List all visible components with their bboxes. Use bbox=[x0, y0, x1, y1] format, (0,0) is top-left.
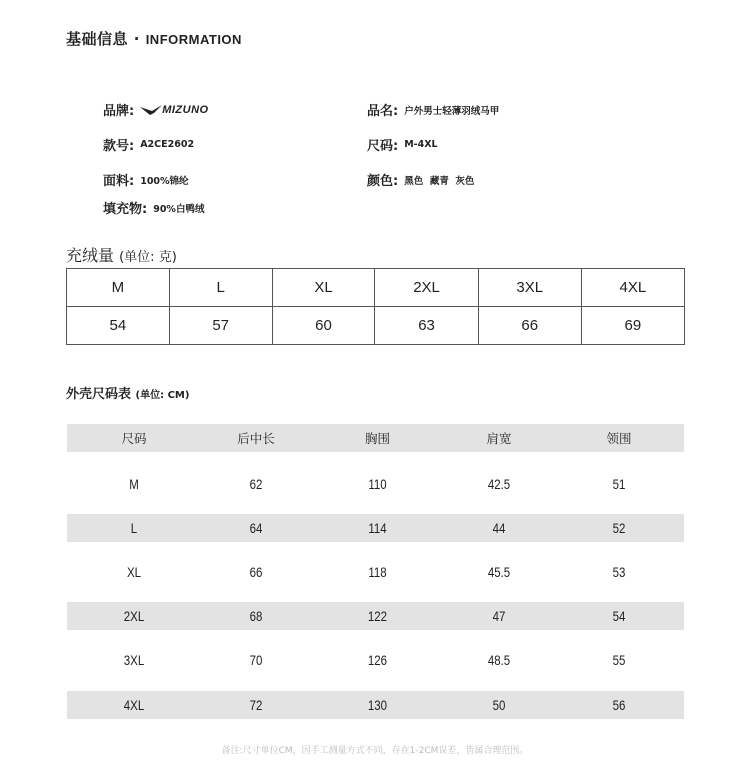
fill-size-cell: 3XL bbox=[478, 269, 581, 307]
fill-value-cell: 57 bbox=[169, 307, 272, 345]
brand-row bbox=[103, 100, 209, 119]
filling-label: 填充物: bbox=[103, 202, 148, 217]
fill-weight-title: 充绒量 (单位: 克) bbox=[66, 246, 177, 265]
fabric-row bbox=[103, 170, 189, 189]
footnote: 备注:尺寸单位CM，因手工测量方式不同，存在1-2CM误差，皆属合理范围。 bbox=[221, 746, 529, 756]
fill-value-cell: 66 bbox=[478, 307, 581, 345]
mizuno-runbird-icon bbox=[140, 105, 162, 115]
size-range-label: 尺码: bbox=[367, 139, 399, 154]
product-name-label: 品名: bbox=[367, 104, 399, 119]
color-row bbox=[367, 170, 474, 189]
size-chart-header bbox=[67, 424, 684, 452]
fill-size-cell: XL bbox=[272, 269, 375, 307]
header-size: 尺码 bbox=[121, 431, 147, 446]
fabric-label: 面料: bbox=[103, 174, 135, 189]
table-row: XL 66 118 45.5 53 bbox=[126, 564, 626, 580]
header-shoulder: 肩宽 bbox=[486, 431, 512, 446]
fabric-value: 100%锦纶 bbox=[140, 175, 189, 187]
size-range-row bbox=[367, 135, 438, 154]
table-row: 3XL 70 126 48.5 55 bbox=[123, 652, 626, 668]
fill-value-cell: 63 bbox=[375, 307, 478, 345]
color-value: 黑色 藏青 灰色 bbox=[404, 175, 475, 187]
color-label: 颜色: bbox=[367, 174, 399, 189]
fill-value-cell: 60 bbox=[272, 307, 375, 345]
fill-value-cell: 54 bbox=[67, 307, 170, 345]
style-label: 款号: bbox=[103, 139, 135, 154]
table-row: M 62 110 42.5 51 bbox=[129, 476, 626, 492]
fill-value-row bbox=[67, 307, 685, 345]
filling-value: 90%白鸭绒 bbox=[153, 203, 205, 215]
size-chart-title: 外壳尺码表 (单位: CM) bbox=[66, 387, 190, 402]
table-row: 4XL 72 130 50 56 bbox=[67, 691, 684, 719]
size-range-value: M-4XL bbox=[404, 139, 438, 150]
product-name-row bbox=[367, 100, 499, 119]
style-row bbox=[103, 135, 194, 154]
table-row: L 64 114 44 52 bbox=[67, 514, 684, 542]
table-row: 2XL 68 122 47 54 bbox=[67, 602, 684, 630]
fill-weight-table bbox=[66, 268, 685, 345]
page-title: 基础信息 · INFORMATION bbox=[66, 30, 242, 48]
mizuno-logo: MIZUNO bbox=[140, 104, 208, 116]
fill-value-cell: 69 bbox=[581, 307, 684, 345]
fill-size-cell: L bbox=[169, 269, 272, 307]
style-value: A2CE2602 bbox=[140, 139, 195, 150]
brand-label: 品牌: bbox=[103, 104, 135, 119]
header-back-length: 后中长 bbox=[237, 431, 275, 446]
product-name-value: 户外男士轻薄羽绒马甲 bbox=[404, 105, 500, 117]
header-chest: 胸围 bbox=[364, 431, 390, 446]
fill-size-cell: M bbox=[67, 269, 170, 307]
filling-row bbox=[103, 198, 204, 217]
header-neck: 领围 bbox=[606, 431, 632, 446]
fill-size-row bbox=[67, 269, 685, 307]
fill-size-cell: 2XL bbox=[375, 269, 478, 307]
fill-size-cell: 4XL bbox=[581, 269, 684, 307]
